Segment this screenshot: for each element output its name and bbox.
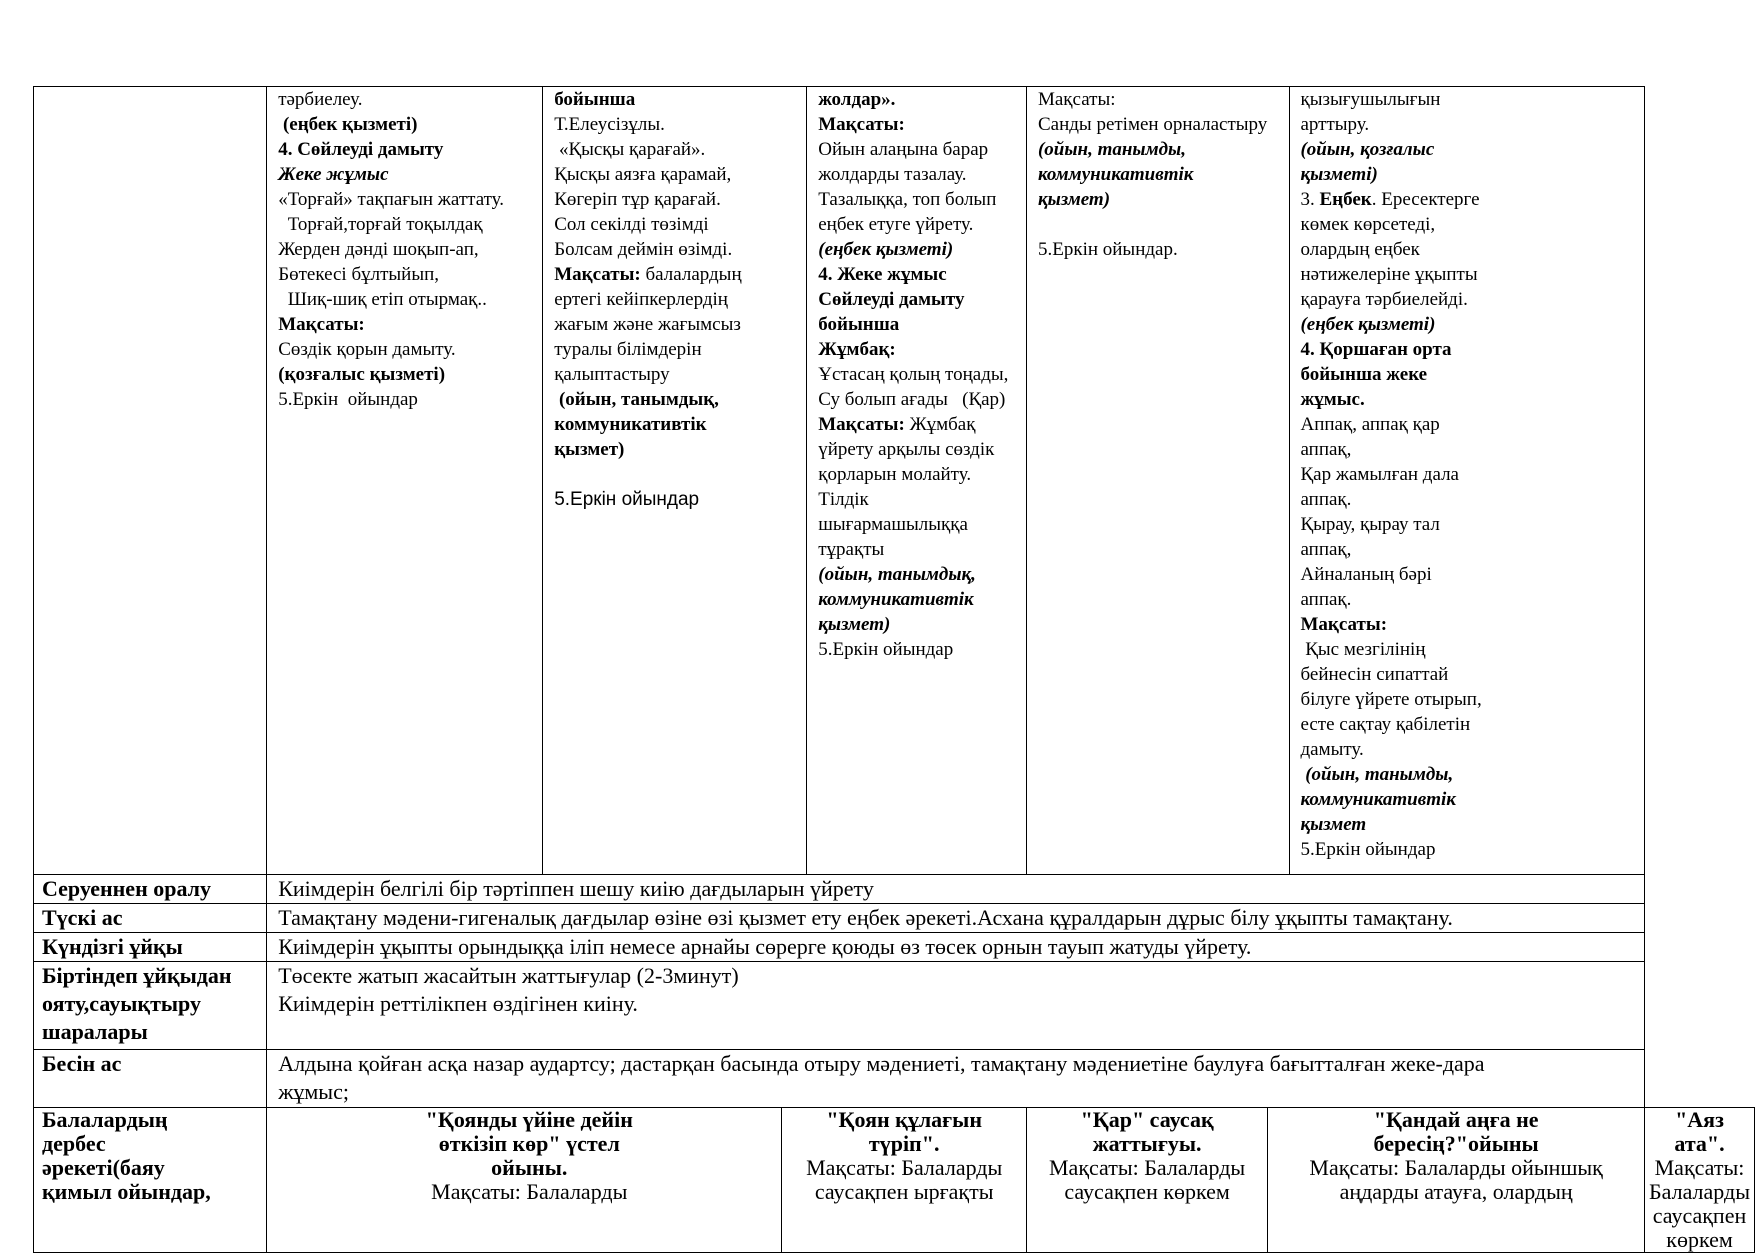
- line-rest: Жұмбақ: [904, 414, 976, 435]
- text-line: есте сақтау қабілетін: [1300, 714, 1471, 735]
- row-nap: [34, 933, 1755, 962]
- text-line: (еңбек қызметі): [818, 239, 954, 260]
- text-line: қызмет: [1300, 814, 1367, 835]
- text-line: (ойын, танымдық,: [818, 564, 976, 585]
- top-col-2: [543, 87, 807, 875]
- top-row-label-cell: [34, 87, 267, 875]
- line-rest: балалардың: [640, 264, 742, 285]
- text-line: қызметі): [1300, 164, 1378, 185]
- text-line: Тазалыққа, топ болып: [818, 189, 997, 210]
- text-line: Сөйлеуді дамыту: [818, 289, 965, 310]
- activity-cell: "Қар" саусақ жаттығуы. Мақсаты: Балаларды саусақпен көркем: [1026, 1108, 1267, 1253]
- text-line: [1038, 212, 1289, 237]
- text-line: Мақсаты:: [278, 314, 365, 335]
- text-line: [1300, 187, 1644, 212]
- top-col-1: [267, 87, 543, 875]
- text-line: 5.Еркін ойындар: [278, 389, 418, 410]
- row-return-walk: [34, 875, 1755, 904]
- text-line: [818, 412, 1026, 437]
- text-line: Болсам деймін өзімді.: [554, 239, 733, 260]
- text-line: Ойын алаңына барар: [818, 139, 989, 160]
- text-line: 4. Сөйлеуді дамыту: [278, 139, 444, 160]
- text-line: аппақ,: [1300, 439, 1352, 460]
- text-line: туралы білімдерін: [554, 339, 702, 360]
- text-line: 5.Еркін ойындар.: [1037, 239, 1178, 260]
- text-line: Сөздік қорын дамыту.: [278, 339, 456, 360]
- text-line: жағым және жағымсыз: [554, 314, 741, 335]
- text-line: қорларын молайту.: [818, 464, 972, 485]
- text-line: жолдар».: [818, 89, 896, 110]
- line-bold-lead: Еңбек: [1319, 189, 1372, 210]
- text-line: шығармашылыққа: [818, 514, 968, 535]
- text-line: олардың еңбек: [1300, 239, 1420, 260]
- row-label: Серуеннен оралу: [34, 875, 267, 904]
- activity-cell: "Қоянды үйіне дейін өткізіп көр" үстел ойыны. Мақсаты: Балаларды: [267, 1108, 782, 1253]
- text-line: аппақ.: [1300, 589, 1352, 610]
- text-line: Айналаның бәрі: [1300, 564, 1432, 585]
- text-line: тұрақты: [818, 539, 885, 560]
- text-line: қызмет): [818, 614, 891, 635]
- text-line: 5.Еркін ойындар: [818, 639, 954, 660]
- text-line: Жұмбақ:: [818, 339, 896, 360]
- text-line: білуге үйрете отырып,: [1300, 689, 1482, 710]
- text-line: арттыру.: [1300, 114, 1370, 135]
- text-line: Қар жамылған дала: [1300, 464, 1459, 485]
- text-line: Мақсаты:: [818, 114, 905, 135]
- row-lunch: [34, 904, 1755, 933]
- activity-cell: "Қандай аңға не бересің?"ойыны Мақсаты: Балаларды ойыншық аңдарды атауға, олардың: [1268, 1108, 1645, 1253]
- text-line: ертегі кейіпкерлердің: [554, 289, 728, 310]
- text-line: Қыс мезгілінің: [1300, 639, 1426, 660]
- text-line: қызмет): [554, 439, 625, 460]
- schedule-table: [33, 86, 1755, 1253]
- text-line: дамыту.: [1300, 739, 1364, 760]
- text-line: коммуникативтік: [554, 414, 707, 435]
- text-line: бойынша: [818, 314, 900, 335]
- row-text: Төсекте жатып жасайтын жаттығулар (2-3минут) Киімдерін реттілікпен өздігінен киіну.: [267, 962, 1645, 1050]
- text-line: 4. Жеке жұмыс: [818, 264, 947, 285]
- row-label: Бесін ас: [34, 1050, 267, 1108]
- text-line: [554, 462, 806, 487]
- text-line: 5.Еркін ойындар: [554, 489, 700, 510]
- text-line: Мақсаты:: [1037, 89, 1116, 110]
- text-line: Аппақ, аппақ қар: [1300, 414, 1440, 435]
- text-line: Қысқы аязға қарамай,: [554, 164, 732, 185]
- text-line: (қозғалыс қызметі): [278, 364, 446, 385]
- text-line: [554, 262, 806, 287]
- text-line: Қырау, қырау тал: [1300, 514, 1440, 535]
- top-col-5: [1290, 87, 1645, 875]
- text-line: бейнесін сипаттай: [1300, 664, 1449, 685]
- row-text: Алдына қойған асқа назар аудартсу; дастарқан басында отыру мәдениеті, тамақтану мәдениетіне баулуға бағытталған жеке-дара жұмыс;: [267, 1050, 1645, 1108]
- text-line: Көгеріп тұр қарағай.: [554, 189, 721, 210]
- text-line: тәрбиелеу.: [278, 89, 363, 110]
- row-independent-activity: [34, 1108, 1755, 1253]
- activity-cell: "Аяз ата". Мақсаты: Балаларды саусақпен көркем: [1645, 1108, 1755, 1253]
- line-bold-lead: Мақсаты:: [818, 414, 905, 435]
- row-label: Күндізгі ұйқы: [34, 933, 267, 962]
- text-line: жолдарды тазалау.: [818, 164, 967, 185]
- row-label: Балалардың дербес әрекеті(баяу қимыл ойындар,: [34, 1108, 267, 1253]
- top-col-4: [1026, 87, 1289, 875]
- text-line: Жеке жұмыс: [278, 164, 389, 185]
- text-line: Сол секілді төзімді: [554, 214, 709, 235]
- text-line: Жерден дәнді шоқып-ап,: [278, 239, 479, 260]
- text-line: Т.Елеусізұлы.: [554, 114, 665, 135]
- text-line: бойынша жеке: [1300, 364, 1428, 385]
- text-line: «Торғай» тақпағын жаттату.: [278, 189, 505, 210]
- text-line: 4. Қоршаған орта: [1300, 339, 1452, 360]
- line-rest: . Ересектерге: [1371, 189, 1480, 210]
- text-line: (еңбек қызметі): [1300, 314, 1436, 335]
- text-line: қызмет): [1037, 189, 1111, 210]
- text-line: қызығушылығын: [1300, 89, 1441, 110]
- text-line: (ойын, танымды, коммуникативтік: [1037, 139, 1194, 185]
- text-line: (ойын, танымды,: [1300, 764, 1454, 785]
- text-line: Су болып ағады (Қар): [818, 389, 1006, 410]
- text-line: Ұстасаң қолың тоңады,: [818, 364, 1009, 385]
- text-line: Санды ретімен орналастыру: [1037, 114, 1268, 135]
- top-row: [34, 87, 1755, 875]
- row-wakeup: [34, 962, 1755, 1050]
- text-line: (еңбек қызметі): [278, 114, 418, 135]
- top-col-3: [807, 87, 1027, 875]
- line-prefix: 3.: [1300, 189, 1320, 210]
- text-line: Тілдік: [818, 489, 869, 510]
- text-line: Бөтекесі бұлтыйып,: [278, 264, 440, 285]
- text-line: жұмыс.: [1300, 389, 1365, 410]
- text-line: көмек көрсетеді,: [1300, 214, 1436, 235]
- row-label: Біртіндеп ұйқыдан ояту,сауықтыру шаралары: [34, 962, 267, 1050]
- text-line: аппақ,: [1300, 539, 1352, 560]
- row-label: Түскі ас: [34, 904, 267, 933]
- text-line: үйрету арқылы сөздік: [818, 439, 995, 460]
- text-line: (ойын, қозғалыс: [1300, 139, 1435, 160]
- text-line: «Қысқы қарағай».: [554, 139, 706, 160]
- row-text: Тамақтану мәдени-гигеналық дағдылар өзіне өзі қызмет ету еңбек әрекеті.Асхана құралдарын дұрыс білу ұқыпты тамақтану.: [267, 904, 1645, 933]
- row-text: Киімдерін белгілі бір тәртіппен шешу киію дағдыларын үйрету: [267, 875, 1645, 904]
- text-line: аппақ.: [1300, 489, 1352, 510]
- text-line: коммуникативтік: [1300, 789, 1456, 810]
- text-line: қарауға тәрбиелейді.: [1300, 289, 1468, 310]
- line-bold-lead: Мақсаты:: [554, 264, 641, 285]
- text-line: коммуникативтік: [818, 589, 974, 610]
- text-line: бойынша: [554, 89, 636, 110]
- row-text: Киімдерін ұқыпты орындыққа іліп немесе арнайы сөрерге қоюды өз төсек орнын тауып жатуды үйрету.: [267, 933, 1645, 962]
- text-line: Мақсаты:: [1300, 614, 1388, 635]
- row-snack: [34, 1050, 1755, 1108]
- text-line: қалыптастыру: [554, 364, 670, 385]
- text-line: (ойын, танымдық,: [554, 389, 719, 410]
- text-line: 5.Еркін ойындар: [1300, 839, 1436, 860]
- activity-cell: "Қоян құлағын түріп". Мақсаты: Балаларды саусақпен ырғақты: [782, 1108, 1027, 1253]
- text-line: нәтижелеріне ұқыпты: [1300, 264, 1478, 285]
- text-line: еңбек етуге үйрету.: [818, 214, 974, 235]
- text-line: Торғай,торғай тоқылдақ: [278, 214, 483, 235]
- text-line: Шиқ-шиқ етіп отырмақ..: [278, 289, 487, 310]
